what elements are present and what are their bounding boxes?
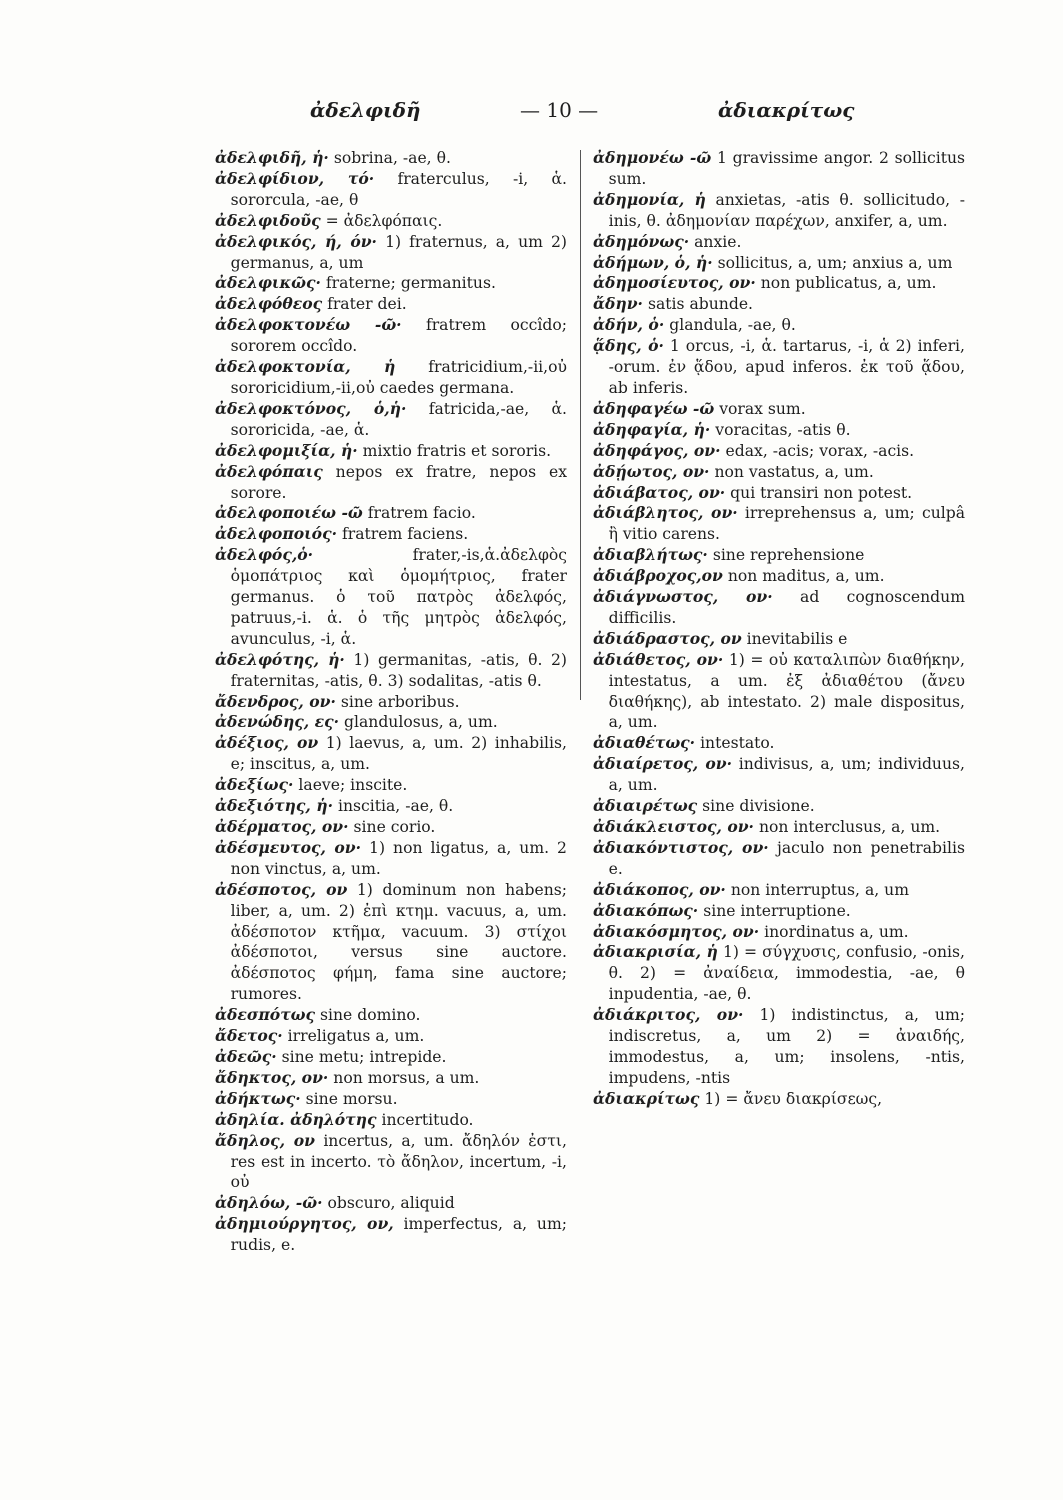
entry-definition: 1) germanitas, -atis, θ. 2) fraternitas, -atis, θ. 3) sodalitas, -atis θ. [230, 650, 567, 690]
dictionary-entry [215, 441, 567, 462]
dictionary-entry [593, 148, 965, 190]
entry-definition: anxie. [694, 232, 742, 251]
entry-lemma: ἀδέξιος, ον [215, 733, 319, 753]
entry-lemma: ἀδεῶς· [215, 1046, 277, 1066]
entry-lemma: ἀδιάκοπος, ον· [593, 879, 726, 899]
entry-definition: obscuro, aliquid [327, 1194, 455, 1213]
entry-lemma: ἀδεξιότης, ἡ· [215, 796, 334, 816]
dictionary-entry [215, 692, 567, 713]
dictionary-entry [215, 232, 567, 274]
dictionary-entry [215, 315, 567, 357]
entry-lemma: ἀδιάβατος, ον· [593, 482, 726, 502]
entry-lemma: ἀδιαιρέτως [593, 796, 698, 816]
dictionary-entry [215, 650, 567, 692]
entry-lemma: ἀδήκτως· [215, 1088, 301, 1108]
entry-lemma: ἀδιακρίτως [593, 1088, 700, 1108]
entry-lemma: ἄδην· [593, 294, 643, 314]
dictionary-entry [593, 545, 965, 566]
entry-lemma: ἀδελφότης, ἡ· [215, 649, 345, 669]
dictionary-entry [215, 796, 567, 817]
dictionary-entry [215, 775, 567, 796]
entry-definition: sine morsu. [305, 1089, 398, 1108]
entry-definition: non interclusus, a, um. [758, 818, 941, 836]
entry-lemma: ἀδεσπότως [215, 1005, 316, 1025]
entry-lemma: ἀδελφίδιον, τό· [215, 168, 375, 188]
dictionary-entry [215, 733, 567, 775]
entry-lemma: ἀδιακόντιστος, ον· [593, 837, 769, 857]
entry-definition: 1) = σύγχυσις, confusio, -onis, θ. 2) = ἀναίδεια, immodestia, -ae, θ inpudentia, -ae, θ. [608, 943, 965, 1004]
dictionary-entry [215, 1047, 567, 1068]
right-running-headword: ἀδιακρίτως [718, 98, 855, 122]
dictionary-entry [215, 838, 567, 880]
dictionary-entry [215, 211, 567, 232]
entry-definition: incertitudo. [381, 1110, 474, 1129]
entry-lemma: ἀδηφαγία, ἡ· [593, 419, 711, 439]
dictionary-entry [593, 754, 965, 796]
dictionary-entry [215, 357, 567, 399]
dictionary-entry [593, 253, 965, 274]
dictionary-entry [593, 462, 965, 483]
entry-definition: non maditus, a, um. [727, 567, 885, 586]
dictionary-entry [593, 483, 965, 504]
entry-definition: sine corio. [353, 818, 436, 836]
dictionary-entry [215, 273, 567, 294]
entry-lemma: ἀδιάγνωστος, ον· [593, 587, 773, 607]
entry-definition: sine divisione. [702, 797, 815, 816]
entry-definition: laeve; inscite. [298, 776, 408, 795]
entry-definition: sine domino. [320, 1006, 421, 1025]
dictionary-entry [215, 1026, 567, 1047]
entry-lemma: ἀδιαίρετος, ον· [593, 754, 733, 774]
entry-lemma: ἀδελφικῶς· [215, 273, 321, 293]
entry-definition: inordinatus a, um. [764, 922, 909, 941]
entry-lemma: ἀδελφοποιός· [215, 524, 338, 544]
dictionary-entry [215, 399, 567, 441]
dictionary-entry [593, 733, 965, 754]
entry-definition: satis abunde. [647, 295, 754, 314]
entry-definition: mixtio fratris et sororis. [362, 441, 552, 460]
dictionary-entry [215, 503, 567, 524]
dictionary-entry [215, 1193, 567, 1214]
dictionary-entry [593, 232, 965, 253]
entry-lemma: ἄδηκτος, ον· [215, 1067, 329, 1087]
entry-definition: incertus, a, um. ἄδηλόν ἐστι, res est in incerto. τὸ ἄδηλον, incertum, -i, οὐ [230, 1131, 567, 1192]
entry-definition: 1) indistinctus, a, um; indiscretus, a, um 2) = ἀναιδής, immodestus, a, um; insolens, -ntis, impudens, -ntis [608, 1006, 966, 1087]
page-header [0, 98, 1063, 138]
entry-lemma: ἀδελφόπαις [215, 461, 323, 481]
entry-lemma: ἀδήν, ὁ· [593, 315, 665, 335]
entry-definition: anxietas, -atis θ. sollicitudo, -inis, θ. ἀδημονίαν παρέχων, anxifer, a, um. [608, 190, 965, 230]
dictionary-entry [593, 1089, 965, 1110]
page-number: — 10 — [520, 98, 599, 122]
left-column [215, 148, 567, 1256]
entry-lemma: ἀδελφιδοῦς [215, 210, 321, 230]
entry-lemma: ἀδημονία, ἡ [593, 189, 706, 209]
entry-definition: 1) laevus, a, um. 2) inhabilis, e; inscitus, a, um. [230, 734, 567, 774]
entry-definition: fratrem occîdo; sororem occîdo. [230, 316, 567, 356]
dictionary-entry [593, 650, 965, 734]
dictionary-entry [593, 566, 965, 587]
dictionary-entry [215, 1214, 567, 1256]
entry-definition: 1) dominum non habens; liber, a, um. 2) ἐπὶ κτημ. vacuus, a, um. ἀδέσποτον κτῆμα, vacuum. 3) στίχοι ἀδέσποτοι, versus sine auctore. ἀδέσποτος φήμη, fama sine auctore; rumores. [230, 880, 567, 1004]
dictionary-entry [593, 922, 965, 943]
entry-lemma: ἀδηφαγέω -ῶ [593, 398, 715, 418]
entry-definition: glandulosus, a, um. [344, 713, 498, 732]
dictionary-entry [215, 294, 567, 315]
entry-lemma: ἀδῄωτος, ον· [593, 461, 710, 481]
dictionary-entry [593, 273, 965, 294]
dictionary-entry [215, 817, 567, 838]
entry-definition: glandula, -ae, θ. [669, 316, 796, 335]
entry-definition: 1) fraternus, a, um 2) germanus, a, um [230, 232, 567, 272]
entry-definition: inscitia, -ae, θ. [337, 797, 454, 816]
dictionary-entry [593, 190, 965, 232]
entry-lemma: ἄδενδρος, ον· [215, 691, 336, 711]
left-running-headword: ἀδελφιδῆ [310, 98, 421, 122]
entry-lemma: ἀδηλόω, -ῶ· [215, 1193, 323, 1213]
entry-definition: sine interruptione. [703, 901, 851, 920]
dictionary-entry [593, 838, 965, 880]
entry-lemma: ἀδιακόσμητος, ον· [593, 921, 760, 941]
entry-definition: voracitas, -atis θ. [715, 420, 851, 439]
entry-lemma: ἀδιαβλήτως· [593, 545, 708, 565]
entry-definition: fratricidium,-ii,οὐ sororicidium,-ii,οὐ caedes germana. [230, 358, 567, 397]
entry-lemma: ἀδιάβροχος,ον [593, 566, 723, 586]
entry-definition: frater dei. [327, 295, 407, 314]
entry-definition: sobrina, -ae, θ. [333, 149, 451, 167]
dictionary-entry [593, 880, 965, 901]
entry-definition: 1) = ἄνευ διακρίσεως, [704, 1089, 883, 1108]
entry-lemma: ἀδεξίως· [215, 775, 294, 795]
dictionary-entry [215, 462, 567, 504]
entry-definition: inevitabilis e [746, 629, 848, 648]
entry-lemma: ἀδημόνως· [593, 231, 690, 251]
dictionary-entry [215, 880, 567, 1005]
entry-lemma: ἀδηφάγος, ον· [593, 440, 721, 460]
entry-definition: nepos ex fratre, nepos ex sorore. [230, 462, 567, 502]
entry-definition: 1 orcus, -i, ἁ. tartarus, -i, ἁ 2) inferi, -orum. ἐν ᾅδου, apud inferos. ἐκ τοῦ ᾅδου, ab inferis. [608, 337, 965, 397]
entry-definition: qui transiri non potest. [730, 483, 913, 502]
dictionary-entry [593, 587, 965, 629]
dictionary-entry [593, 294, 965, 315]
entry-definition: intestato. [700, 734, 775, 753]
dictionary-entry [593, 942, 965, 1005]
dictionary-entry [215, 1068, 567, 1089]
entry-lemma: ἀδιάδραστος, ον [593, 628, 742, 648]
dictionary-entry [215, 1089, 567, 1110]
entry-definition: sine metu; intrepide. [281, 1047, 447, 1066]
dictionary-entry [593, 796, 965, 817]
entry-definition: imperfectus, a, um; rudis, e. [230, 1215, 567, 1255]
dictionary-entry [593, 399, 965, 420]
entry-lemma: ἀδέσμευτος, ον· [215, 837, 362, 857]
entry-lemma: ἀδελφομιξία, ἡ· [215, 440, 358, 460]
entry-lemma: ἀδελφόθεος [215, 294, 323, 314]
entry-lemma: ἀδιάκλειστος, ον· [593, 817, 754, 836]
entry-definition: fraterne; germanitus. [325, 274, 496, 293]
entry-lemma: ἀδενώδης, ες· [215, 712, 340, 732]
entry-lemma: ἀδελφοκτόνος, ὁ,ἡ· [215, 398, 407, 418]
entry-definition: fatricida,-ae, ἁ. sororicida, -ae, ἁ. [230, 399, 567, 439]
entry-lemma: ἀδήμων, ὁ, ἡ· [593, 252, 713, 272]
entry-lemma: ἀδελφοκτονέω -ῶ· [215, 315, 402, 335]
dictionary-entry [215, 1131, 567, 1194]
dictionary-entry [593, 315, 965, 336]
entry-definition: 1 gravissime angor. 2 sollicitus sum. [608, 149, 966, 188]
entry-lemma: ἀδιάβλητος, ον· [593, 503, 738, 523]
entry-lemma: ἀδιαθέτως· [593, 733, 696, 753]
entry-lemma: ἀδελφοκτονία, ἡ [215, 357, 396, 377]
entry-definition: irreligatus a, um. [287, 1027, 425, 1046]
entry-definition: non interruptus, a, um [730, 880, 909, 899]
dictionary-entry [593, 336, 965, 399]
entry-definition: frater,-is,ἁ.ἀδελφὸς ὁμοπάτριος καὶ ὁμομήτριος, frater germanus. ὁ τοῦ πατρὸς ἀδελφός, patruus,-i. ἁ. ὁ τῆς μητρὸς ἀδελφός, avunculus, -i, ἁ. [230, 546, 567, 648]
entry-lemma: ἀδιάθετος, ον· [593, 649, 724, 669]
entry-lemma: ἀδημοσίευτος, ον· [593, 273, 756, 293]
entry-definition: fratrem faciens. [341, 525, 469, 544]
entry-definition: ad cognoscendum difficilis. [608, 588, 965, 627]
entry-lemma: ἀδημονέω -ῶ [593, 148, 712, 167]
entry-definition: sine reprehensione [712, 546, 865, 565]
dictionary-entry [215, 1110, 567, 1131]
dictionary-entry [215, 169, 567, 211]
dictionary-entry [593, 629, 965, 650]
entry-lemma: ἀδελφικός, ή, όν· [215, 231, 377, 251]
entry-definition: 1) = οὐ καταλιπὼν διαθήκην, intestatus, a um. ἐξ ἀδιαθέτου (ἄνευ διαθήκης), ab intestato. 2) male dispositus, a, um. [608, 650, 965, 732]
entry-lemma: ἄδηλος, ον [215, 1130, 315, 1150]
entry-definition: non publicatus, a, um. [760, 274, 937, 293]
dictionary-entry [215, 1005, 567, 1026]
entry-lemma: ἀδελφοποιέω -ῶ [215, 503, 363, 523]
entry-lemma: ἀδημιούργητος, ον, [215, 1214, 394, 1234]
dictionary-entry [215, 545, 567, 650]
entry-lemma: ᾅδης, ὁ· [593, 336, 664, 356]
entry-definition: 1) non ligatus, a, um. 2 non vinctus, a, um. [230, 838, 567, 878]
dictionary-entry [593, 503, 965, 545]
entry-lemma: ἀδέρματος, ον· [215, 817, 349, 836]
entry-lemma: ἀδιάκριτος, ον· [593, 1005, 744, 1025]
entry-lemma: ἀδιακόπως· [593, 900, 699, 920]
dictionary-entry [593, 817, 965, 838]
dictionary-entry [593, 420, 965, 441]
dictionary-entry [593, 901, 965, 922]
dictionary-entry [215, 524, 567, 545]
entry-lemma: ἄδετος· [215, 1026, 283, 1046]
entry-definition: vorax sum. [719, 399, 806, 418]
entry-lemma: ἀδέσποτος, ον [215, 879, 348, 899]
dictionary-entry [593, 441, 965, 462]
entry-lemma: ἀδελφιδῆ, ἡ· [215, 148, 329, 167]
entry-lemma: ἀδελφός,ὁ· [215, 545, 314, 565]
entry-definition: sollicitus, a, um; anxius a, um [717, 253, 953, 272]
column-divider [580, 150, 581, 700]
entry-definition: jaculo non penetrabilis e. [608, 838, 965, 878]
dictionary-entry [215, 712, 567, 733]
dictionary-entry [215, 148, 567, 169]
entry-definition: irreprehensus a, um; culpâ ἢ vitio carens. [608, 504, 966, 544]
entry-definition: indivisus, a, um; individuus, a, um. [608, 755, 965, 795]
entry-definition: fratrem facio. [367, 504, 476, 523]
entry-definition: non morsus, a um. [333, 1068, 480, 1087]
entry-definition: non vastatus, a, um. [714, 462, 874, 481]
entry-definition: edax, -acis; vorax, -acis. [725, 441, 915, 460]
entry-definition: sine arboribus. [340, 692, 460, 711]
entry-lemma: ἀδηλία. ἀδηλότης [215, 1109, 377, 1129]
entry-definition: = ἀδελφόπαις. [325, 211, 443, 230]
entry-lemma: ἀδιακρισία, ἡ [593, 942, 718, 962]
right-column [593, 148, 965, 1110]
entry-definition: fraterculus, -i, ἁ. sororcula, -ae, θ [230, 169, 567, 209]
dictionary-entry [593, 1005, 965, 1089]
